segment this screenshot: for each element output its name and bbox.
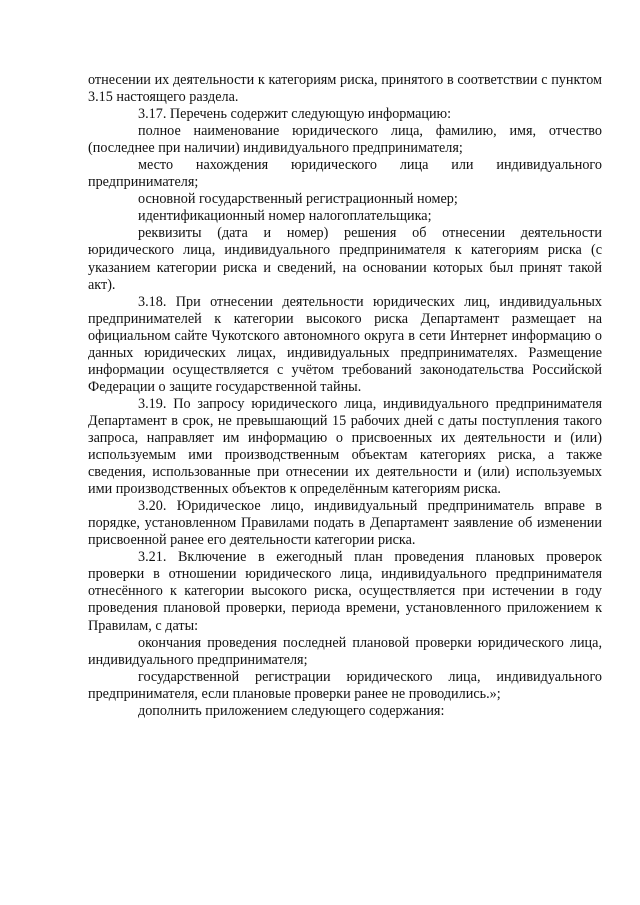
paragraph-append-annex: дополнить приложением следующего содержания: — [138, 702, 445, 719]
list-item-decision-details: реквизиты (дата и номер) решения об отнесении деятельности юридического лица, индивидуального предпринимателя к категориям риска (с указанием категории риска и сведений, на основании которых был принят такой акт). — [88, 225, 602, 293]
list-item-state-registration: государственной регистрации юридического лица, индивидуального предпринимателя, если плановые проверки ранее не проводились.»; — [88, 668, 602, 702]
paragraph-3-21: 3.21. Включение в ежегодный план проведения плановых проверок проверки в отношении юридического лица, индивидуального предпринимателя отнесённого к категории высокого риска, осуществляется при истечении в году проведения плановой проверки, периода времени, установленного приложением к Правилам, с даты: — [88, 549, 602, 634]
document-page — [88, 72, 602, 720]
paragraph-continuation: отнесении их деятельности к категориям риска, принятого в соответствии с пунктом 3.15 настоящего раздела. — [88, 72, 602, 106]
paragraph-3-19: 3.19. По запросу юридического лица, индивидуального предпринимателя Департамент в срок, не превышающий 15 рабочих дней с даты поступления такого запроса, направляет им информацию о присвоенных их деятельности и (или) используемым ими производственным объектам категориях риска, а также сведения, использованные при отнесении их деятельности и (или) используемых ими производственных объектов к определённым категориям риска. — [88, 395, 602, 498]
paragraph-3-18: 3.18. При отнесении деятельности юридических лиц, индивидуальных предпринимателей к категории высокого риска Департамент размещает на официальном сайте Чукотского автономного округа в сети Интернет информацию о данных юридических лицах, индивидуальных предпринимателях. Размещение информации осуществляется с учётом требований законодательства Российской Федерации о защите государственной тайны. — [88, 293, 602, 395]
list-item-location: место нахождения юридического лица или индивидуального предпринимателя; — [88, 157, 602, 191]
list-item-inn: идентификационный номер налогоплательщика; — [138, 208, 432, 225]
list-item-full-name: полное наименование юридического лица, фамилию, имя, отчество (последнее при наличии) индивидуального предпринимателя; — [88, 123, 602, 157]
paragraph-3-17: 3.17. Перечень содержит следующую информацию: — [138, 106, 452, 123]
list-item-last-inspection: окончания проведения последней плановой проверки юридического лица, индивидуального предпринимателя; — [88, 634, 602, 668]
paragraph-3-20: 3.20. Юридическое лицо, индивидуальный предприниматель вправе в порядке, установленном Правилами подать в Департамент заявление об изменении присвоенной ранее его деятельности категории риска. — [88, 498, 602, 549]
list-item-ogrn: основной государственный регистрационный номер; — [138, 191, 458, 208]
